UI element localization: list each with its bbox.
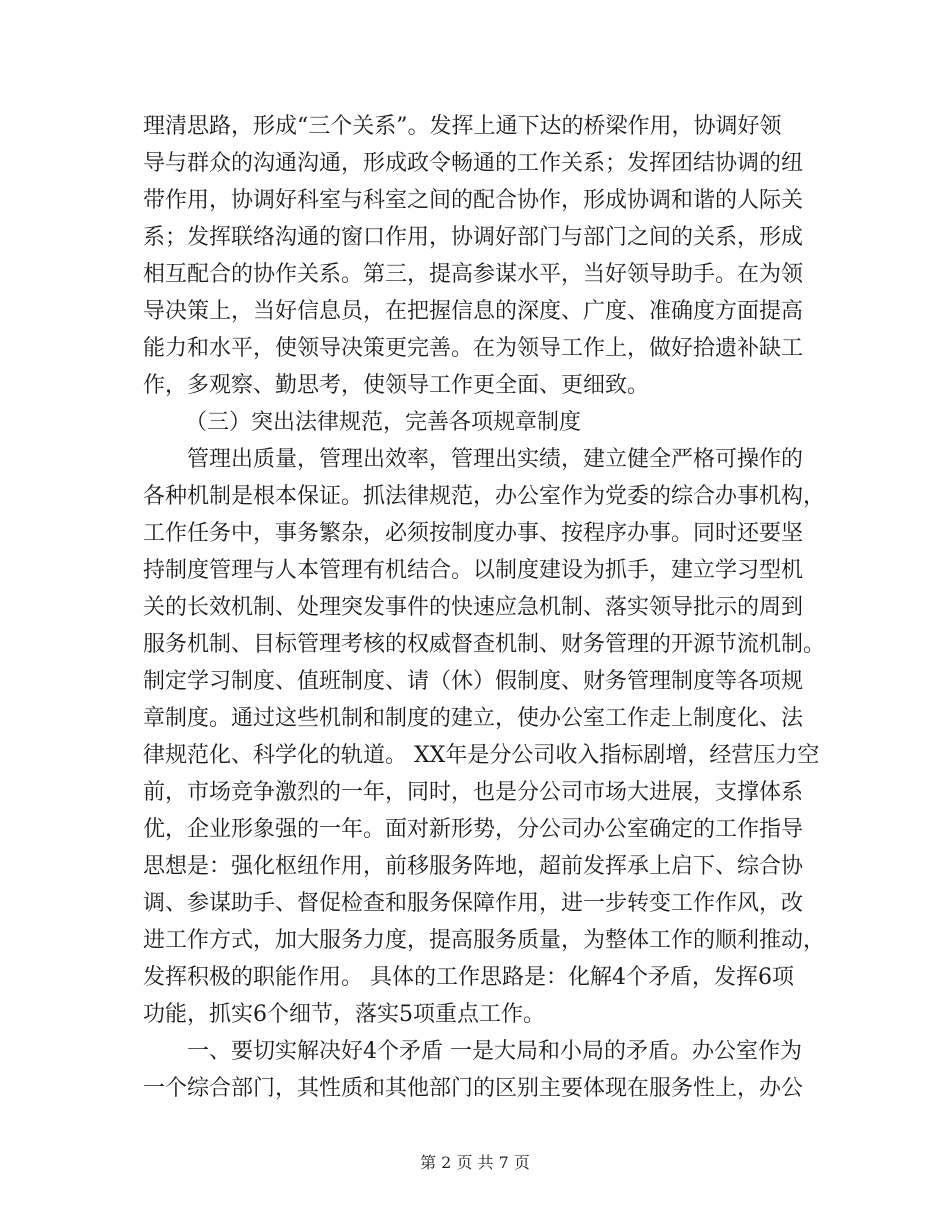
text-line: 服务机制、目标管理考核的权威督查机制、财务管理的开源节流机制。 [143,632,826,657]
text-line: 持制度管理与人本管理有机结合。以制度建设为抓手，建立学习型机 [143,558,804,583]
text-line: 前，市场竞争激烈的一年，同时，也是分公司市场大进展，支撑体系 [143,780,804,805]
text-line: 关的长效机制、处理突发事件的快速应急机制、落实领导批示的周到 [143,595,804,620]
text-line: 调、参谋助手、督促检查和服务保障作用，进一步转变工作作风，改 [143,891,804,916]
text-line: 导决策上，当好信息员，在把握信息的深度、广度、准确度方面提高 [143,299,804,324]
text-line: 管理出质量，管理出效率，管理出实绩，建立健全严格可操作的 [187,447,804,472]
text-line: 一、要切实解决好4个矛盾 一是大局和小局的矛盾。办公室作为 [187,1039,802,1064]
text-line: 律规范化、科学化的轨道。 XX年是分公司收入指标剧增，经营压力空 [143,743,820,768]
text-line: 相互配合的协作关系。第三，提高参谋水平，当好领导助手。在为领 [143,262,804,287]
text-line: 思想是：强化枢纽作用，前移服务阵地，超前发挥承上启下、综合协 [143,854,804,879]
text-line: 系；发挥联络沟通的窗口作用，协调好部门与部门之间的关系，形成 [143,225,804,250]
text-line: 功能，抓实6个细节，落实5项重点工作。 [143,1002,545,1027]
text-line: 理清思路，形成“三个关系”。发挥上通下达的桥梁作用，协调好领 [143,114,782,139]
section-heading: （三）突出法律规范，完善各项规章制度 [185,410,582,435]
page-number-footer: 第 2 页 共 7 页 [420,1153,530,1172]
text-line: 制定学习制度、值班制度、请（休）假制度、财务管理制度等各项规 [143,669,804,694]
text-line: 导与群众的沟通沟通，形成政令畅通的工作关系；发挥团结协调的纽 [143,151,804,176]
text-line: 能力和水平，使领导决策更完善。在为领导工作上，做好拾遗补缺工 [143,336,804,361]
text-line: 发挥积极的职能作用。 具体的工作思路是：化解4个矛盾，发挥6项 [143,965,794,990]
text-line: 带作用，协调好科室与科室之间的配合协作，形成协调和谐的人际关 [143,188,804,213]
text-line: 一个综合部门，其性质和其他部门的区别主要体现在服务性上，办公 [143,1076,804,1101]
text-line: 工作任务中，事务繁杂，必须按制度办事、按程序办事。同时还要坚 [143,521,804,546]
text-line: 优，企业形象强的一年。面对新形势，分公司办公室确定的工作指导 [143,817,804,842]
text-line: 各种机制是根本保证。抓法律规范，办公室作为党委的综合办事机构， [143,484,826,509]
text-line: 进工作方式，加大服务力度，提高服务质量，为整体工作的顺利推动， [143,928,826,953]
text-line: 作，多观察、勤思考，使领导工作更全面、更细致。 [143,373,650,398]
text-line: 章制度。通过这些机制和制度的建立，使办公室工作走上制度化、法 [143,706,804,731]
